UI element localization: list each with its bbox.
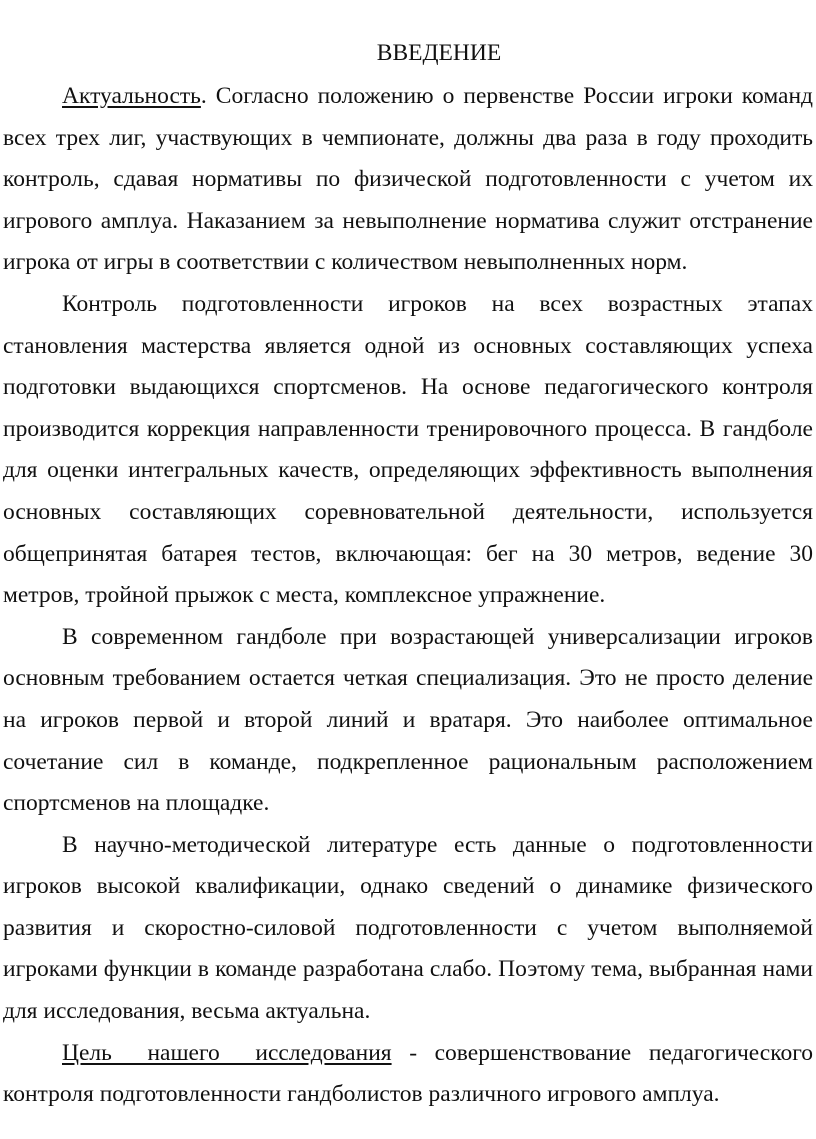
document-heading: ВВЕДЕНИЕ	[376, 40, 502, 66]
paragraph-text: . Согласно положению о первенстве России игроки команд всех трех лиг, участвующих в чемпионате, должны два раза в году проходить контроль, сдавая нормативы по физической подготовленности с учетом их игрового амплуа. Наказанием за невыполнение норматива служит отстранение игрока от игры в соответствии с количеством невыполненных норм.	[3, 83, 813, 276]
paragraph-literature	[3, 825, 813, 1033]
paragraph-goal	[3, 1033, 813, 1116]
paragraph-text: Контроль подготовленности игроков на всех возрастных этапах становления мастерства является одной из основных составляющих успеха подготовки выдающихся спортсменов. На основе педагогического контроля производится коррекция направленности тренировочного процесса. В гандболе для оценки интегральных качеств, определяющих эффективность выполнения основных составляющих соревновательной деятельности, используется общепринятая батарея тестов, включающая: бег на 30 метров, ведение 30 метров, тройной прыжок с места, комплексное упражнение.	[3, 290, 813, 609]
paragraph-text: - совершенствование педагогического контроля подготовленности гандболистов различного игрового амплуа.	[3, 1039, 813, 1108]
paragraph-relevance	[3, 76, 813, 284]
paragraph-control	[3, 284, 813, 617]
goal-label: Цель нашего исследования	[62, 1039, 392, 1066]
paragraph-text: В современном гандболе при возрастающей универсализации игроков основным требованием остается четкая специализация. Это не просто деление на игроков первой и второй линий и вратаря. Это наиболее оптимальное сочетание сил в команде, подкрепленное рациональным расположением спортсменов на площадке.	[3, 623, 813, 817]
paragraph-specialization	[3, 617, 813, 825]
relevance-label: Актуальность	[62, 83, 201, 109]
paragraph-text: В научно-методической литературе есть данные о подготовленности игроков высокой квалификации, однако сведений о динамике физического развития и скоростно-силовой подготовленности с учетом выполняемой игроками функции в команде разработана слабо. Поэтому тема, выбранная нами для исследования, весьма актуальна.	[3, 831, 813, 1025]
